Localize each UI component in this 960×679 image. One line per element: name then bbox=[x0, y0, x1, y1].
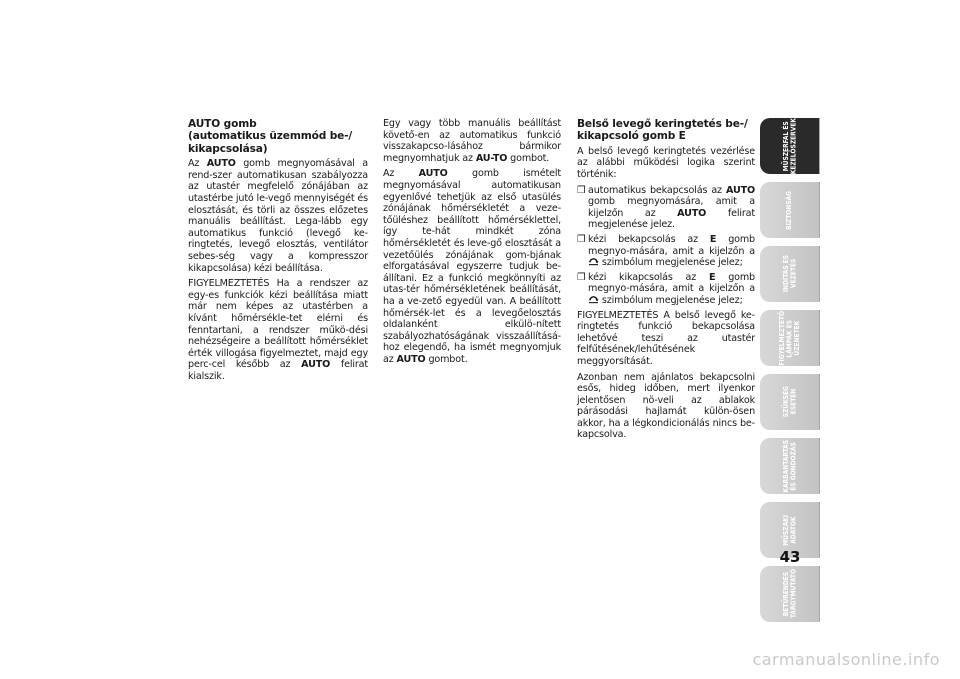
tab-dashboard-controls[interactable]: MŰSZERFAL ÉS KEZELŐSZERVEK bbox=[760, 118, 820, 174]
tab-index[interactable]: BETŰRENDES TÁRGYMUTATÓ bbox=[760, 566, 820, 622]
tab-emergency[interactable]: SZÜKSÉG ESETÉN bbox=[760, 374, 820, 430]
paragraph-recirculation-intro: A belső levegő keringtetés vezérlése az alábbi működési logika szerint történik: bbox=[577, 145, 755, 180]
heading-recirculation-button: Belső levegő keringtetés be-/ kikapcsoló gomb E bbox=[577, 118, 748, 143]
list-item-manual-off: ❒ kézi kikapcsolás az E gomb megnyo-mására, amit a kijelzőn a szimbólum megjelenése jelez; bbox=[577, 271, 755, 306]
tab-starting-driving[interactable]: INDÍTÁS ÉS VEZETÉS bbox=[760, 246, 820, 302]
column-3 bbox=[577, 118, 755, 445]
tab-safety[interactable]: BIZTONSÁG bbox=[760, 182, 820, 238]
checkbox-bullet-icon: ❒ bbox=[577, 184, 586, 196]
page-number: 43 bbox=[779, 548, 801, 566]
list-item-auto-on: ❒ automatikus bekapcsolás az AUTO gomb megnyomására, amit a kijelzőn az AUTO felirat megjelenése jelez. bbox=[577, 184, 756, 231]
paragraph-recirculation-caution: Azonban nem ajánlatos bekapcsolni esős, hideg időben, mert ilyenkor jelentősen nö-veli az ablakok párásodási hajlamát külön-ösen akkor, ha a légkondicionálás nincs be-kapcsolva. bbox=[577, 371, 755, 441]
paragraph-auto-description: Az AUTO gomb megnyomásával a rend-szer automatikusan szabályozza az utastér megfelelő zónájában az utastérbe jutó le-vegő mennyiségét és elosztását, és törli az összes előzetes manuális beállítást. Lega-lább egy automatikus funkció (levegő ke-ringtetés, levegő elosztás, ventilátor sebes-ség vagy a kompresszor kikapcsolása) kézi beállítása. bbox=[188, 158, 368, 274]
watermark: carmanualsonline.info bbox=[752, 650, 940, 669]
column-2 bbox=[383, 118, 561, 369]
recirculation-icon bbox=[588, 295, 599, 304]
checkbox-bullet-icon: ❒ bbox=[577, 271, 586, 283]
list-item-manual-on: ❒ kézi bekapcsolás az E gomb megnyo-mására, amit a kijelzőn a szimbólum megjelenése jelez; bbox=[577, 233, 755, 269]
paragraph-warning: FIGYELMEZTETÉS Ha a rendszer az egy-es funkciók kézi beállítása miatt már nem képes az utastérben a kívánt hőmérsékle-tet elérni és fenntartani, a rendszer műkö-dési nehézségeire a beállított hőmérséklet érték villogása figyelmeztet, majd egy perc-cel később az AUTO felirat kialszik. bbox=[188, 278, 368, 382]
tab-warning-lights[interactable]: FIGYELMEZTETŐ LÁMPÁK ÉS ÜZENETEK bbox=[760, 310, 820, 366]
heading-auto-button: AUTO gomb (automatikus üzemmód be-/ kikapcsolása) bbox=[188, 118, 353, 155]
paragraph-recirculation-warning: FIGYELMEZTETÉS A belső levegő ke-ringtetés funkció bekapcsolása lehetővé teszi az utastér felfűtésének/lehűtésének meggyorsítását. bbox=[577, 309, 755, 367]
tab-maintenance[interactable]: KARBANTARTÁS ÉS GONDOZÁS bbox=[760, 438, 820, 494]
paragraph-auto-restore: Egy vagy több manuális beállítást követő-en az automatikus funkció visszakapcso-lásához bármikor megnyomhatjuk az AU-TO gombot. bbox=[383, 118, 561, 164]
recirculation-icon bbox=[588, 257, 599, 266]
tab-technical-data[interactable]: MŰSZAKI ADATOK bbox=[760, 502, 820, 558]
paragraph-auto-sync: Az AUTO gomb ismételt megnyomásával automatikusan egyenlővé tehetjük az első utasülés zónájának hőmérsékletét a veze-tőüléshez beállított hőmérséklettel, így te-hát mindkét zóna hőmérsékletét és leve-gő elosztását a vezetőülés zónájának gom-bjának elforgatásával egyszerre tudjuk be-állítani. Ez a funkció megkönnyíti az utas-tér hőmérsékletének beállítását, ha a ve-zető egyedül van. A beállított hőmérsék-let és a levegőelosztás oldalanként elkülö-nített szabályozhatóságának visszaállításá-hoz elegendő, ha ismét megnyomjuk az AUTO gombot. bbox=[383, 168, 561, 365]
column-1 bbox=[188, 118, 368, 387]
checkbox-bullet-icon: ❒ bbox=[577, 233, 586, 245]
